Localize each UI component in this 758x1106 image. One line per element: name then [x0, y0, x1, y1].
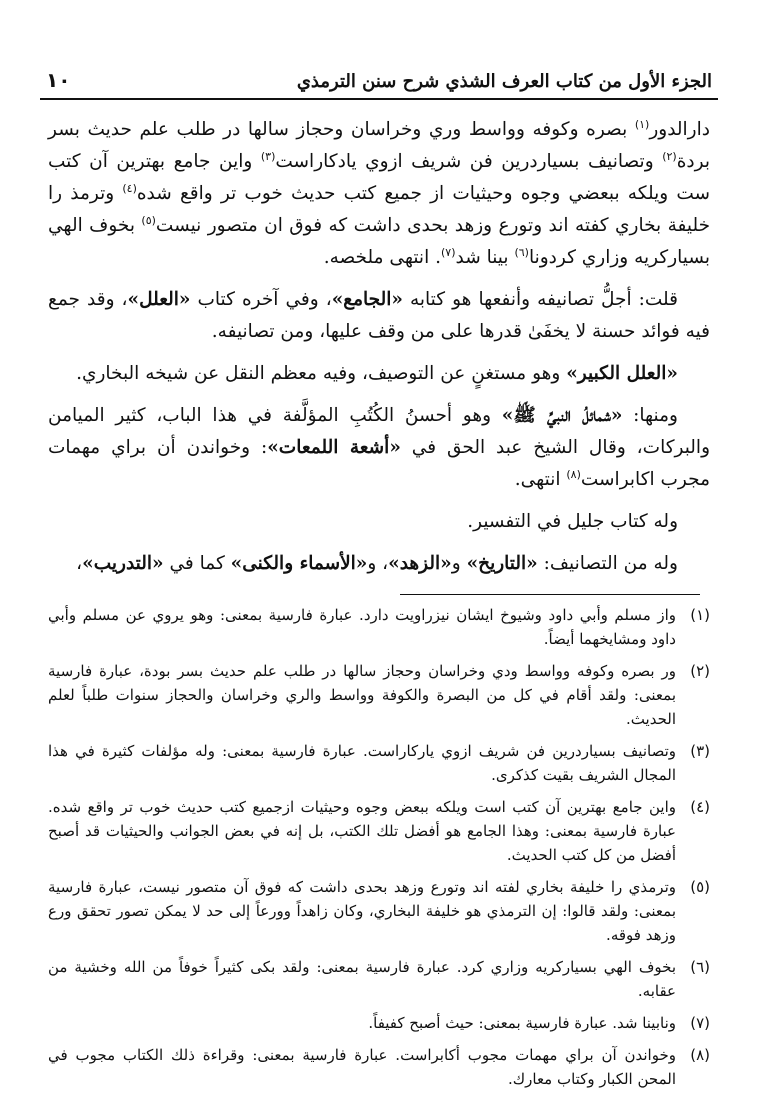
footnote-text: واز مسلم وأبي داود وشيوخ ايشان نيزراويت دارد. عبارة فارسية بمعنى: وهو يروي عن مسلم وأبي داود ومشايخهما أيضاً. — [48, 606, 676, 648]
footnote-ref[interactable]: (٦) — [514, 245, 529, 259]
footnote-number: (٧) — [690, 1014, 710, 1032]
book-title: «الزهد» — [388, 553, 452, 574]
footnote — [48, 955, 710, 1003]
page-number: ١٠ — [46, 68, 71, 92]
book-title: «أشعة اللمعات» — [267, 437, 401, 458]
book-title: «العلل الكبير» — [566, 363, 678, 384]
text-segment: : وخواندن أن براي مهمات مجرب اكابراست — [48, 437, 710, 490]
footnotes — [40, 603, 718, 1091]
footnote — [48, 603, 710, 651]
text-segment: وتصانيف بسياردرين فن شريف ازوي يادكاراست — [275, 151, 663, 172]
footnote — [48, 659, 710, 731]
book-title: «شمائلُ النبيِّ ﷺ» — [501, 405, 623, 426]
book-title: «التاريخ» — [466, 553, 538, 574]
text-segment: ومنها: — [622, 405, 678, 426]
paragraph-2 — [48, 284, 710, 348]
footnote-number: (٣) — [690, 742, 710, 760]
footnote-ref[interactable]: (٤) — [122, 181, 137, 195]
footnote-ref[interactable]: (٣) — [260, 149, 276, 163]
main-text — [40, 114, 718, 580]
footnote-ref[interactable]: (٧) — [440, 245, 456, 259]
footnote — [48, 875, 710, 947]
text-segment: وله من التصانيف: — [537, 553, 678, 574]
footnote-text: بخوف الهي بسياركريه وزاري كرد. عبارة فارسية بمعنى: ولقد بكى كثيراً خوفاً من الله وخشية من عقابه. — [48, 958, 676, 1000]
footnote-number: (٢) — [690, 662, 710, 680]
footnote-number: (١) — [690, 606, 710, 624]
footnote-ref[interactable]: (٢) — [662, 149, 677, 163]
text-segment: وترمذ را خليفة بخاري كفته اند وتورع وزهد بحدى داشت كه فوق ان متصور نيست — [48, 183, 711, 236]
text-segment: كما في — [163, 553, 231, 574]
footnote-separator — [400, 594, 700, 595]
footnote-text: واين جامع بهترين آن كتب است ويلكه ببعض وجوه وحيثيات ازجميع كتب حديث خوب تر واقع شده. عبارة فارسية بمعنى: وهذا الجامع هو أفضل تلك الكتب، بل إنه في بعض الجوانب والحيثيات قد أصبح أفضل من كل كتب الحديث. — [48, 798, 676, 864]
footnote-ref[interactable]: (٥) — [141, 213, 156, 227]
paragraph-1 — [48, 114, 710, 274]
footnote-number: (٨) — [690, 1046, 710, 1064]
footnote — [48, 1043, 710, 1091]
text-segment: ، وفي آخره كتاب — [190, 289, 332, 310]
paragraph-4 — [48, 400, 710, 496]
footnote-number: (٤) — [690, 798, 710, 816]
footnote-text: وخواندن آن براي مهمات مجوب أكابراست. عبارة فارسية بمعنى: وقراءة ذلك الكتاب مجوب في المحن الكبار وكتاب معارك. — [48, 1046, 676, 1088]
text-segment: ، وقد جمع فيه فوائد حسنة لا يخفَىٰ قدرها على من وقف عليها، ومن تصانيفه. — [48, 289, 710, 342]
paragraph-5: وله كتاب جليل في التفسير. — [467, 511, 678, 532]
book-title: «التدريب» — [82, 553, 164, 574]
text-segment: انتهى. — [514, 469, 567, 490]
text-segment: واين جامع بهترين آن كتب ست ويلكه ببعضي وجوه وحيثيات از جميع كتب حديث خوب تر واقع شده — [48, 151, 710, 204]
footnote — [48, 795, 710, 867]
footnote-number: (٦) — [690, 958, 710, 976]
text-segment: . انتهى ملخصه. — [323, 247, 441, 268]
book-title: «الأسماء والكنى» — [230, 553, 368, 574]
text-segment: بصره وكوفه وواسط وري وخراسان وحجاز سالها در طلب علم حديث بسر بردة — [48, 119, 710, 172]
footnote — [48, 1011, 710, 1035]
footnote-text: ونابينا شد. عبارة فارسية بمعنى: حيث أصبح كفيفاً. — [368, 1014, 676, 1032]
running-header — [40, 52, 718, 100]
text-segment: ، — [76, 553, 83, 574]
text-segment: وهو أحسنُ الكُتُبِ المؤلَّفة في هذا الباب، كثير الميامن والبركات، وقال الشيخ عبد الحق في — [48, 405, 711, 458]
footnote-ref[interactable]: (١) — [634, 117, 650, 131]
text-segment: ، و — [367, 553, 389, 574]
footnote — [48, 739, 710, 787]
running-title: الجزء الأول من كتاب العرف الشذي شرح سنن الترمذي — [296, 71, 712, 92]
text-segment: قلت: أجلُّ تصانيفه وأنفعها هو كتابه — [402, 289, 678, 310]
text-segment: بخوف الهي بسياركريه وزاري كردونا — [48, 215, 710, 268]
footnote-text: وترمذي را خليفة بخاري لفته اند وتورع وزهد بحدى داشت كه فوق آن متصور نيست، عبارة فارسية بمعنى: ولقد قالوا: إن الترمذي هو خليفة البخاري، وكان زاهداً وورعاً إلى حد لا يمكن تصور تحقق ورع وزهد فوقه. — [48, 878, 676, 944]
book-title: «العلل» — [127, 289, 191, 310]
text-segment: وهو مستغنٍ عن التوصيف، وفيه معظم النقل عن شيخه البخاري. — [76, 363, 567, 384]
footnote-text: وتصانيف بسياردرين فن شريف ازوي ياركاراست. عبارة فارسية بمعنى: وله مؤلفات كثيرة في هذا المجال الشريف بقيت كذكرى. — [48, 742, 676, 784]
book-title: «الجامع» — [331, 289, 403, 310]
footnote-number: (٥) — [690, 878, 710, 896]
text-segment: بينا شد — [455, 247, 515, 268]
footnote-text: ور بصره وكوفه وواسط ودي وخراسان وحجاز سالها در طلب علم حديث بسر بودة، عبارة فارسية بمعنى: ولقد أقام في كل من البصرة والكوفة وواسط والري وخراسان والحجاز سنوات طلباً لعلم الحديث. — [48, 662, 676, 728]
text-segment: دارالدور — [649, 119, 710, 140]
paragraph-3 — [48, 358, 710, 390]
footnote-ref[interactable]: (٨) — [566, 467, 581, 481]
text-segment: و — [451, 553, 467, 574]
paragraph-6 — [48, 548, 710, 580]
